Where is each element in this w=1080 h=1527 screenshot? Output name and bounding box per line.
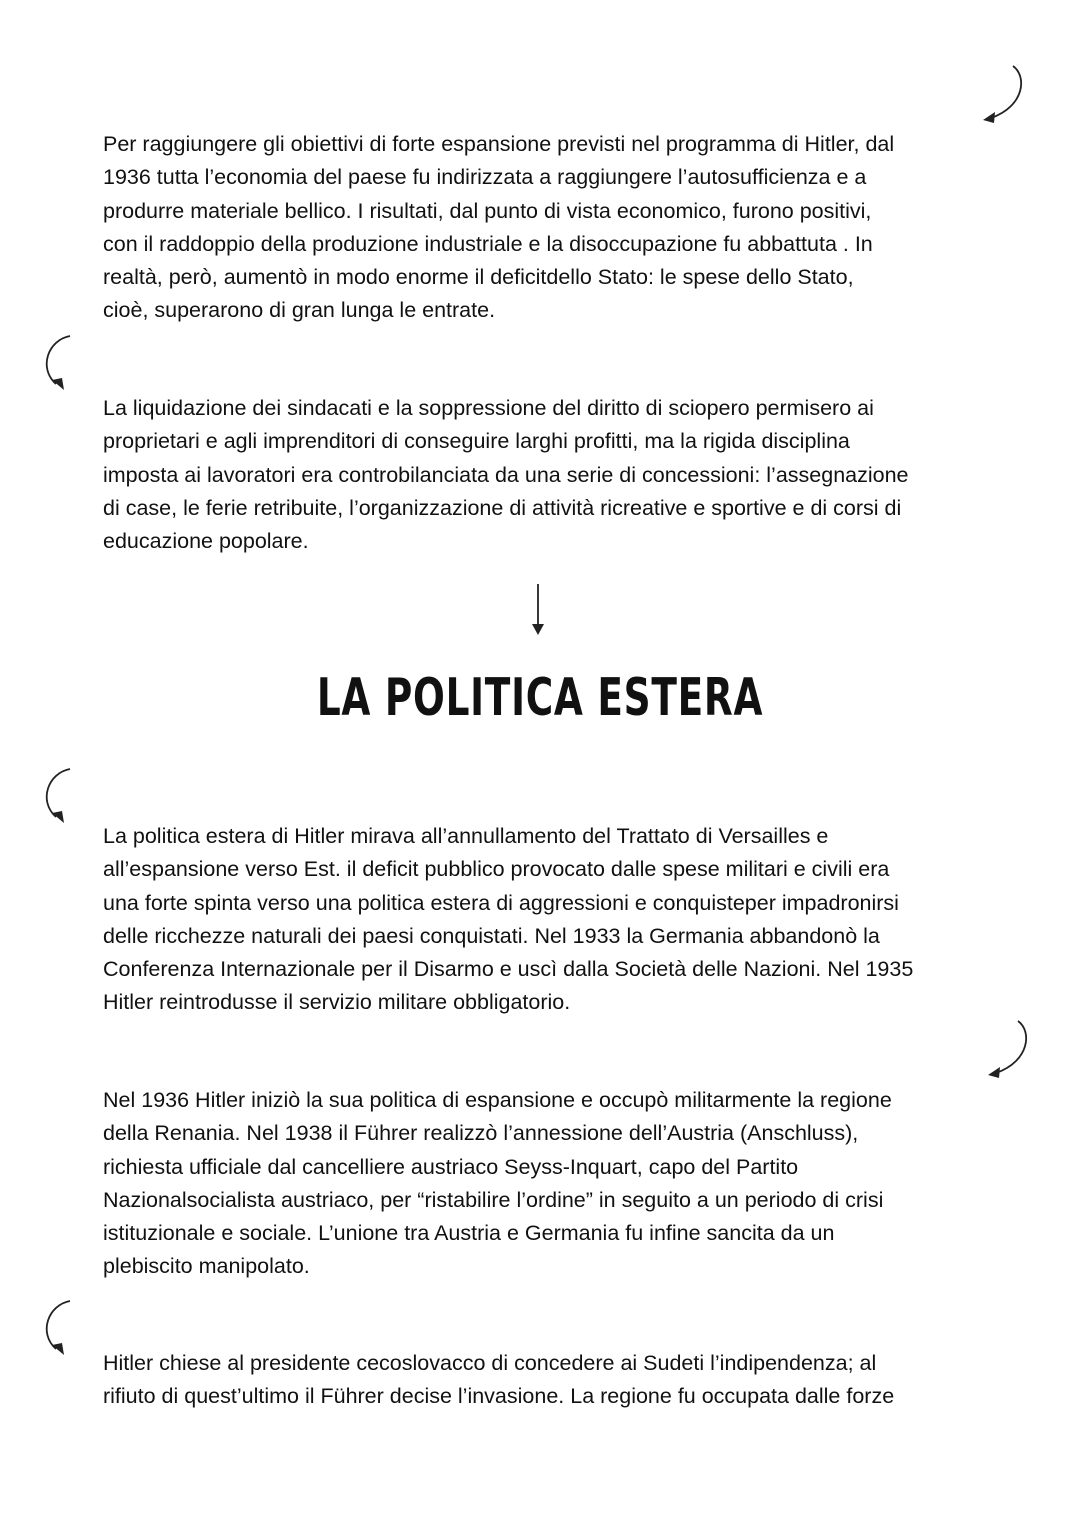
- paragraph-economy: Per raggiungere gli obiettivi di forte espansione previsti nel programma di Hitler, dal 1936 tutta l’economia del paese fu indirizzata a raggiungere l’autosufficienza e a produrre materiale bellico. I risultati, dal punto di vista economico, furono positivi, con il raddoppio della produzione industriale e la disoccupazione fu abbattuta . In realtà, però, aumentò in modo enorme il deficitdello Stato: le spese dello Stato, cioè, superarono di gran lunga le entrate.: [103, 132, 895, 323]
- section-title: LA POLITICA ESTERA: [316, 668, 764, 728]
- curved-arrow-left-icon: [30, 330, 80, 395]
- paragraph-workers: La liquidazione dei sindacati e la soppressione del diritto di sciopero permisero ai proprietari e agli imprenditori di conseguire larghi profitti, ma la rigida disciplina imposta ai lavoratori era controbilanciata da una serie di concessioni: l’assegnazione di case, le ferie retribuite, l’organizzazione di attività ricreative e sportive e di corsi di educazione popolare.: [103, 396, 909, 554]
- paragraph-expansion: Nel 1936 Hitler iniziò la sua politica di espansione e occupò militarmente la regione della Renania. Nel 1938 il Führer realizzò l’annessione dell’Austria (Anschluss), richiesta ufficiale dal cancelliere austriaco Seyss-Inquart, capo del Partito Nazionalsocialista austriaco, per “ristabilire l’ordine” in seguito a un periodo di crisi istituzionale e sociale. L’unione tra Austria e Germania fu infine sancita da un plebiscito manipolato.: [103, 1088, 892, 1279]
- curved-arrow-left-icon: [30, 763, 80, 828]
- curved-arrow-right-icon: [975, 60, 1035, 130]
- curved-arrow-left-icon: [30, 1295, 80, 1360]
- curved-arrow-right-icon: [980, 1015, 1040, 1085]
- paragraph-foreign-policy: La politica estera di Hitler mirava all’annullamento del Trattato di Versailles e all’espansione verso Est. il deficit pubblico provocato dalle spese militari e civili era una forte spinta verso una politica estera di aggressioni e conquisteper impadronirsi delle ricchezze naturali dei paesi conquistati. Nel 1933 la Germania abbandonò la Conferenza Internazionale per il Disarmo e uscì dalla Società delle Nazioni. Nel 1935 Hitler reintrodusse il servizio militare obbligatorio.: [103, 824, 914, 1015]
- paragraph-sudeti: Hitler chiese al presidente cecoslovacco di concedere ai Sudeti l’indipendenza; al rifiuto di quest’ultimo il Führer decise l’invasione. La regione fu occupata dalle forze: [103, 1351, 895, 1409]
- down-arrow-icon: [528, 582, 548, 638]
